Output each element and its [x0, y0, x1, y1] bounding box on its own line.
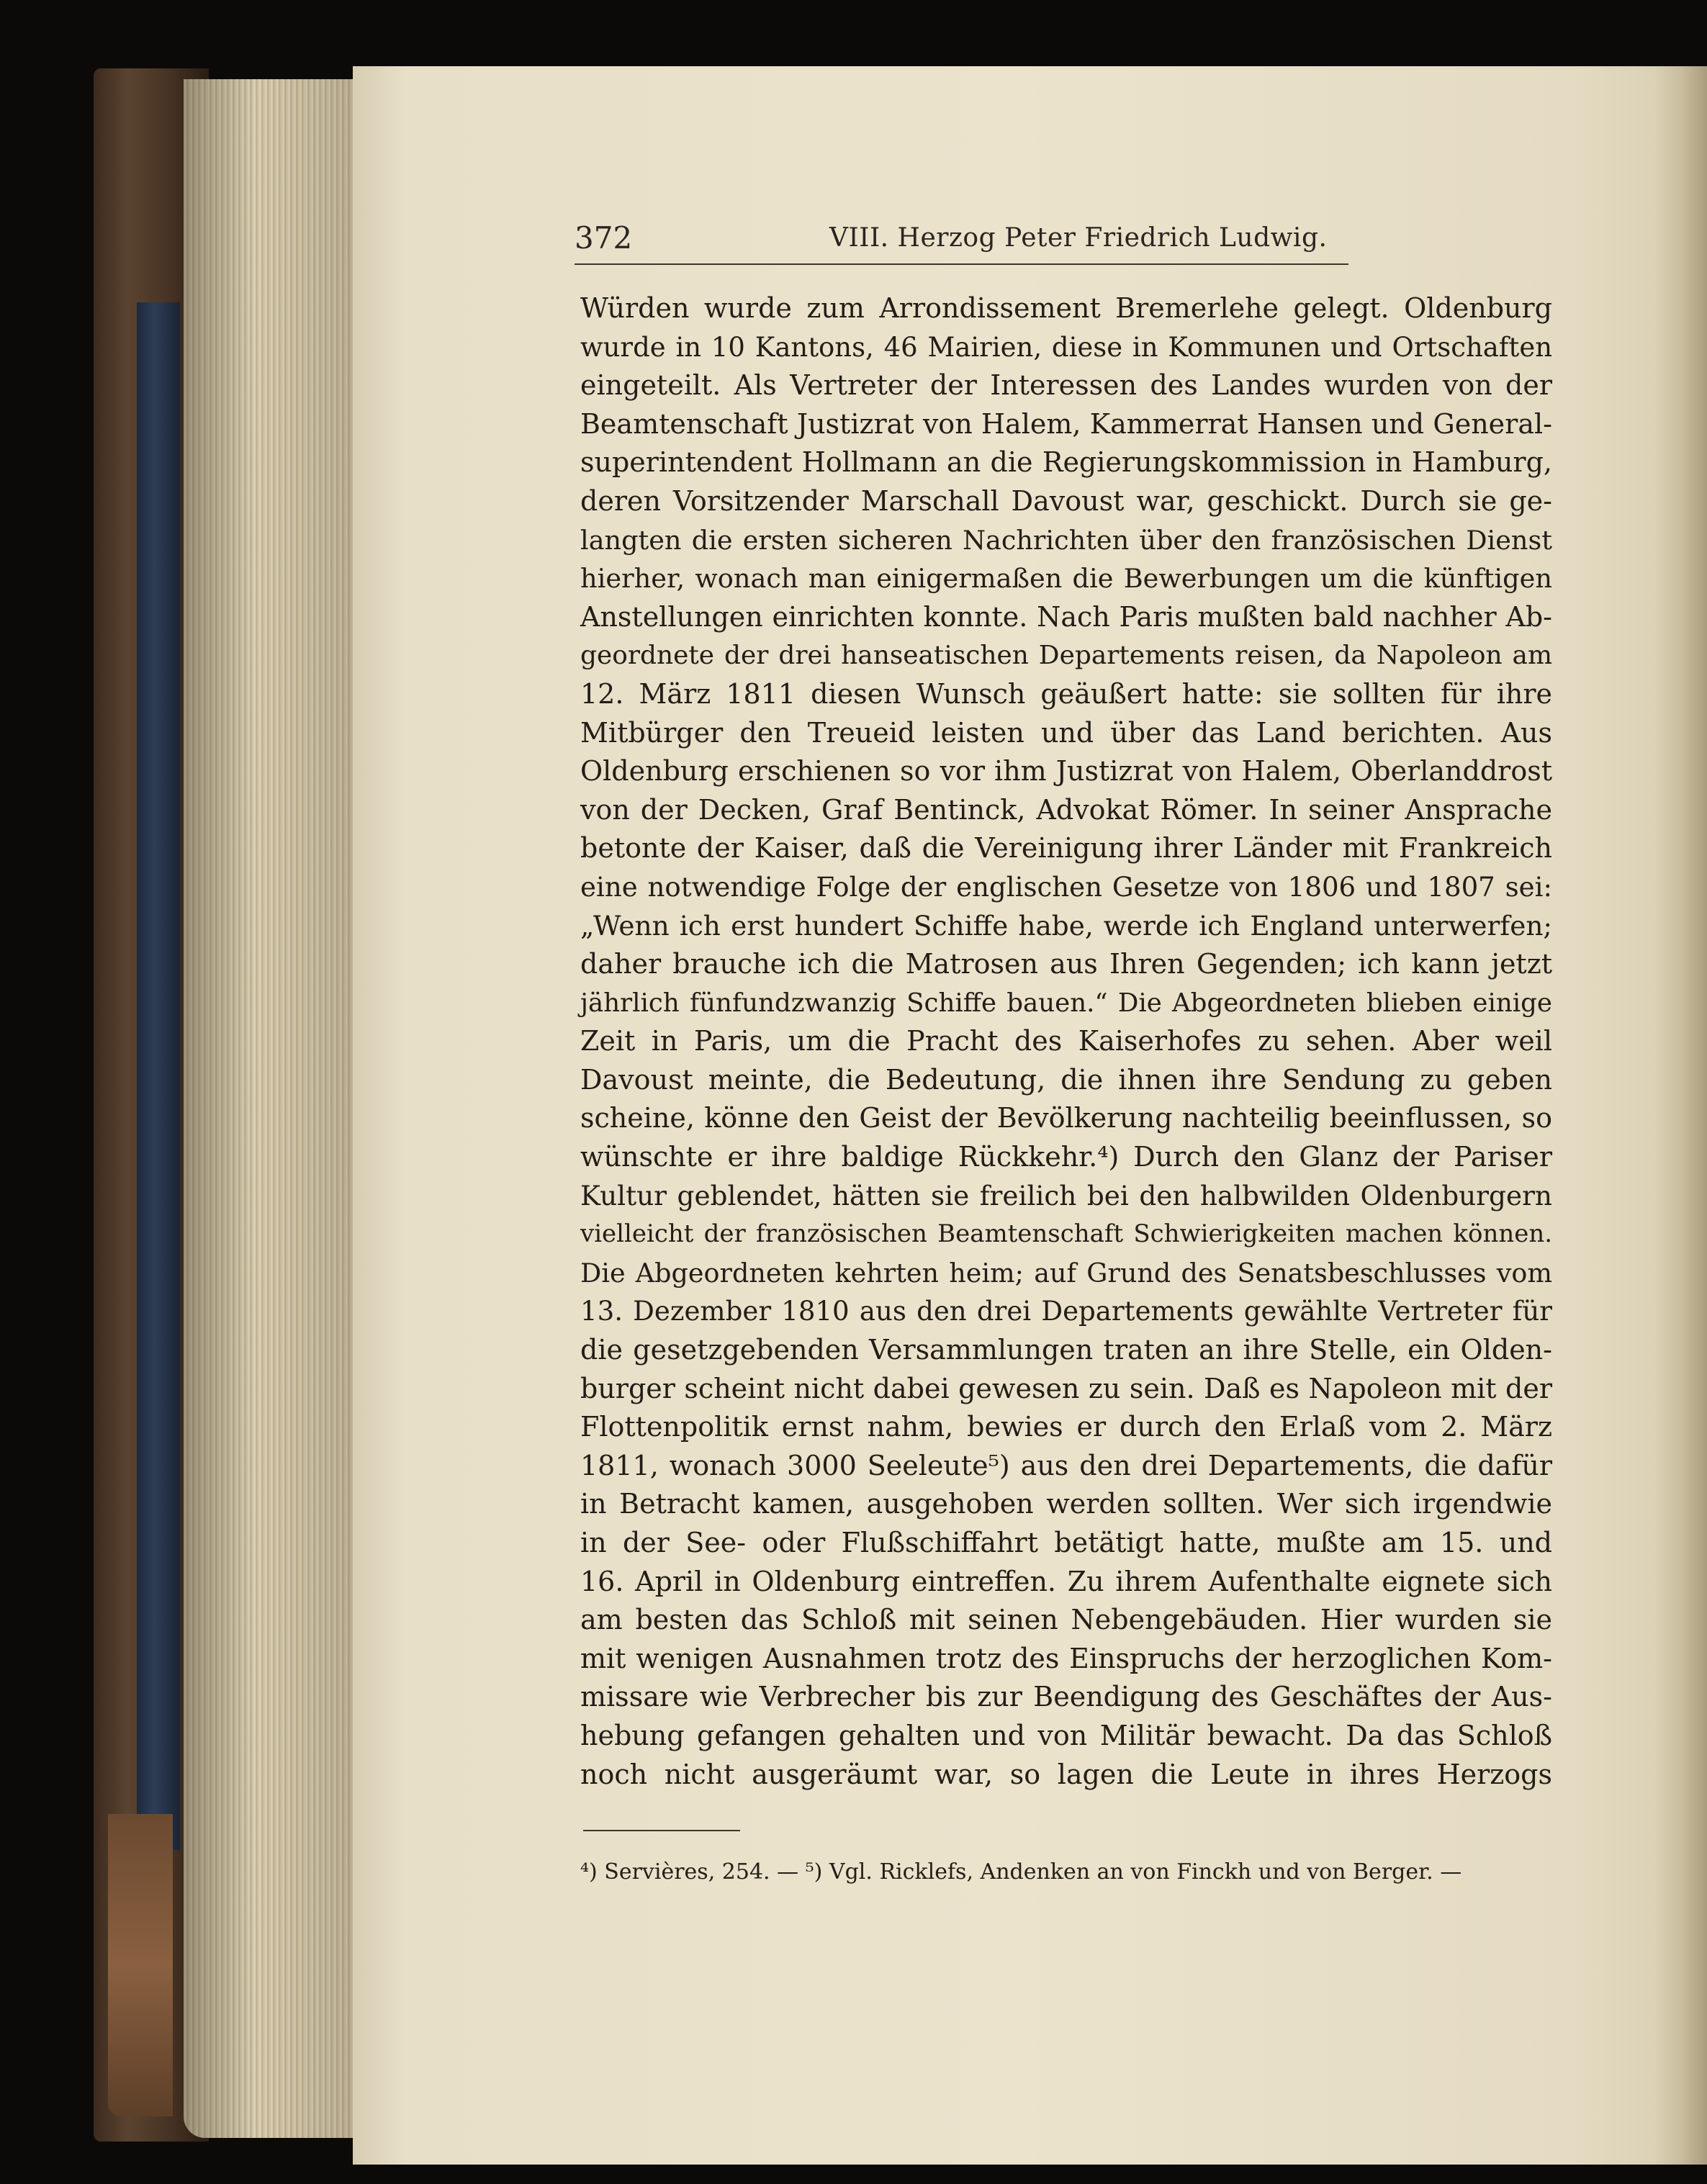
body-text [580, 289, 1552, 1794]
text-line: Anstellungen einrichten konnte. Nach Paris mußten bald nachher Ab- [580, 600, 1552, 633]
text-line: von der Decken, Graf Bentinck, Advokat Römer. In seiner Ansprache [580, 793, 1552, 826]
text-line: „Wenn ich erst hundert Schiffe habe, werde ich England unterwerfen; [580, 909, 1552, 942]
text-line: Davoust meinte, die Bedeutung, die ihnen ihre Sendung zu geben [580, 1063, 1552, 1096]
text-line: 16. April in Oldenburg eintreffen. Zu ihrem Aufenthalte eignete sich [580, 1565, 1552, 1597]
text-line: deren Vorsitzender Marschall Davoust war, geschickt. Durch sie ge- [580, 484, 1552, 517]
running-title: VIII. Herzog Peter Friedrich Ludwig. [829, 223, 1328, 253]
cover-worn-corner [108, 1814, 173, 2116]
text-line: mit wenigen Ausnahmen trotz des Einspruchs der herzoglichen Kom- [580, 1642, 1552, 1674]
text-line: Kultur geblendet, hätten sie freilich bei den halbwilden Oldenburgern [580, 1179, 1552, 1211]
page-header [575, 220, 1348, 265]
text-line: Die Abgeordneten kehrten heim; auf Grund des Senatsbeschlusses vom [580, 1257, 1552, 1289]
text-line: am besten das Schloß mit seinen Nebengebäuden. Hier wurden sie [580, 1604, 1552, 1636]
text-line: in Betracht kamen, ausgehoben werden sollten. Wer sich irgendwie [580, 1488, 1552, 1520]
text-line: 12. März 1811 diesen Wunsch geäußert hatte: sie sollten für ihre [580, 677, 1552, 710]
text-line: burger scheint nicht dabei gewesen zu sein. Daß es Napoleon mit der [580, 1372, 1552, 1404]
text-line: Mitbürger den Treueid leisten und über das Land berichten. Aus [580, 716, 1552, 749]
text-line: jährlich fünfundzwanzig Schiffe bauen.“ Die Abgeordneten blieben einige [580, 988, 1552, 1018]
header-rule [575, 263, 1348, 265]
text-line: die gesetzgebenden Versammlungen traten an ihre Stelle, ein Olden- [580, 1334, 1552, 1366]
text-line: eine notwendige Folge der englischen Gesetze von 1806 und 1807 sei: [580, 871, 1552, 903]
text-line: wurde in 10 Kantons, 46 Mairien, diese in Kommunen und Ortschaften [580, 331, 1552, 363]
text-line: missare wie Verbrecher bis zur Beendigung des Geschäftes der Aus- [580, 1681, 1552, 1713]
cover-spine-damage [137, 302, 180, 1850]
text-line: noch nicht ausgeräumt war, so lagen die Leute in ihres Herzogs [580, 1758, 1552, 1790]
text-line: betonte der Kaiser, daß die Vereinigung ihrer Länder mit Frankreich [580, 832, 1552, 865]
text-line: geordnete der drei hanseatischen Departements reisen, da Napoleon am [580, 641, 1552, 671]
text-line: Flottenpolitik ernst nahm, bewies er durch den Erlaß vom 2. März [580, 1411, 1552, 1443]
text-line: 13. Dezember 1810 aus den drei Departements gewählte Vertreter für [580, 1296, 1552, 1327]
text-line: Beamtenschaft Justizrat von Halem, Kammerrat Hansen und General- [580, 407, 1552, 440]
text-line: Oldenburg erschienen so vor ihm Justizrat von Halem, Oberlanddrost [580, 755, 1552, 788]
page-block-shadow [184, 79, 364, 2138]
page-right-edge [1656, 66, 1707, 2165]
text-line: 1811, wonach 3000 Seeleute⁵) aus den drei Departements, die dafür [580, 1449, 1552, 1481]
text-line: in der See- oder Flußschiffahrt betätigt hatte, mußte am 15. und [580, 1527, 1552, 1558]
text-line: scheine, könne den Geist der Bevölkerung nachteilig beeinflussen, so [580, 1102, 1552, 1134]
text-line: hierher, wonach man einigermaßen die Bewerbungen um die künftigen [580, 563, 1552, 595]
text-line: wünschte er ihre baldige Rückkehr.⁴) Durch den Glanz der Pariser [580, 1141, 1552, 1173]
text-line: vielleicht der französischen Beamtenschaft Schwierigkeiten machen können. [580, 1219, 1552, 1249]
text-line: eingeteilt. Als Vertreter der Interessen des Landes wurden von der [580, 369, 1552, 402]
text-line: hebung gefangen gehalten und von Militär bewacht. Da das Schloß [580, 1719, 1552, 1751]
text-line: Zeit in Paris, um die Pracht des Kaiserhofes zu sehen. Aber weil [580, 1025, 1552, 1057]
text-line: superintendent Hollmann an die Regierungskommission in Hamburg, [580, 446, 1552, 479]
footnote: ⁴) Servières, 254. — ⁵) Vgl. Ricklefs, Andenken an von Finckh und von Berger. — [580, 1859, 1462, 1885]
page-number: 372 [575, 220, 633, 256]
text-line: langten die ersten sicheren Nachrichten über den französischen Dienst [580, 524, 1552, 556]
text-line: Würden wurde zum Arrondissement Bremerlehe gelegt. Oldenburg [580, 292, 1552, 324]
footnote-rule [583, 1830, 740, 1831]
text-line: daher brauche ich die Matrosen aus Ihren Gegenden; ich kann jetzt [580, 948, 1552, 980]
